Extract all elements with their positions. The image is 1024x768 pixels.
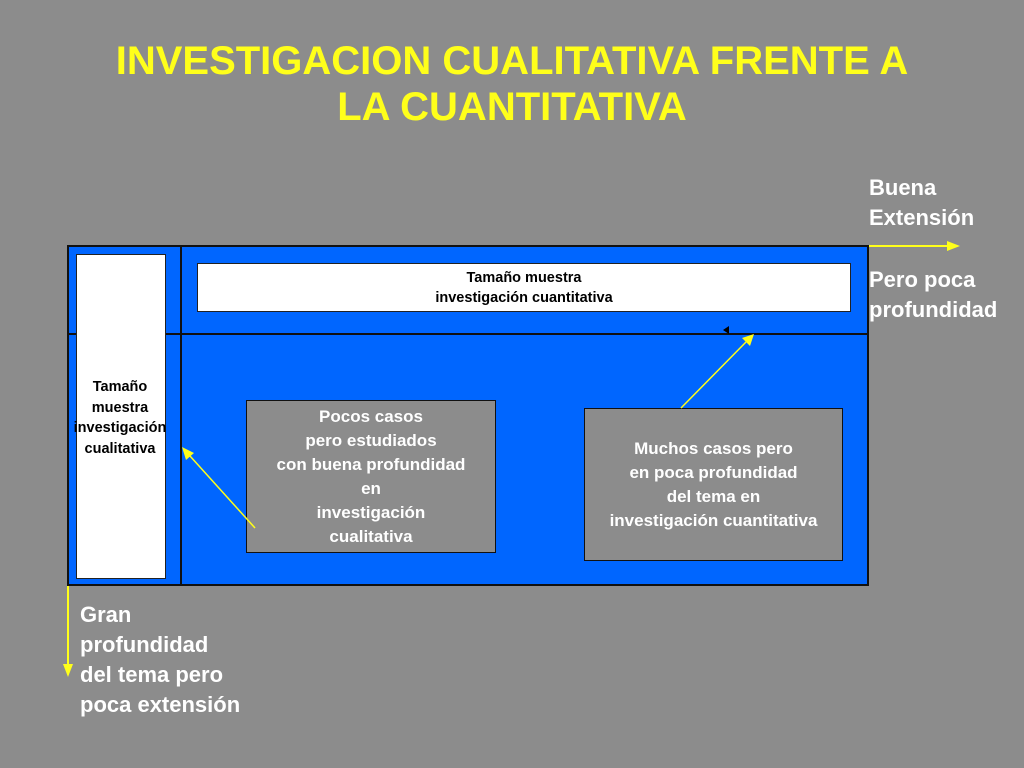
depth-arrowhead bbox=[63, 664, 73, 677]
qualitative-cases-line-6: cualitativa bbox=[329, 526, 413, 546]
quantitative-sample-line-1: Tamaño muestra bbox=[466, 270, 582, 286]
qualitative-cases-line-5: investigación bbox=[316, 502, 426, 522]
quantitative-sample-bar bbox=[197, 263, 851, 312]
title-line-2: LA CUANTITATIVA bbox=[337, 85, 687, 129]
quantitative-cases-box bbox=[584, 408, 843, 561]
depth-extension-label-line-2: profundidad bbox=[80, 632, 209, 657]
title-line-1: INVESTIGACION CUALITATIVA FRENTE A bbox=[115, 39, 909, 83]
qualitative-sample-label-line-2: muestra bbox=[91, 399, 149, 416]
qualitative-cases-line-1: Pocos casos bbox=[319, 406, 423, 426]
quantitative-sample-line-2: investigación cuantitativa bbox=[435, 290, 613, 306]
quantitative-cases-line-2: en poca profundidad bbox=[629, 462, 798, 482]
depth-label-line-2: profundidad bbox=[869, 297, 998, 322]
extension-label bbox=[869, 173, 974, 233]
extension-arrowhead bbox=[947, 241, 960, 251]
quantitative-cases-line-1: Muchos casos pero bbox=[634, 438, 793, 458]
depth-extension-label bbox=[80, 600, 240, 720]
depth-extension-label-line-3: del tema pero bbox=[80, 662, 224, 687]
extension-label-line-2: Extensión bbox=[869, 205, 975, 230]
qualitative-cases-line-3: con buena profundidad bbox=[276, 454, 466, 474]
qualitative-sample-label-line-3: investigación bbox=[73, 420, 167, 436]
diagram-vertical-divider bbox=[180, 245, 182, 586]
qualitative-cases-box bbox=[246, 400, 496, 553]
qualitative-sample-label-line-4: cualitativa bbox=[84, 440, 156, 457]
qualitative-sample-label-line-1: Tamaño bbox=[92, 379, 148, 395]
depth-extension-label-line-1: Gran bbox=[80, 602, 132, 627]
quantitative-cases-line-3: del tema en bbox=[666, 486, 761, 506]
slide-title bbox=[40, 38, 984, 130]
qualitative-cases-line-2: pero estudiados bbox=[305, 430, 437, 450]
depth-extension-label-line-4: poca extensión bbox=[80, 692, 241, 717]
diagram-horizontal-divider bbox=[67, 333, 869, 335]
qualitative-sample-label bbox=[60, 377, 180, 459]
depth-label-line-1: Pero poca bbox=[869, 267, 976, 292]
extension-label-line-1: Buena bbox=[869, 175, 937, 200]
depth-label bbox=[869, 265, 997, 325]
quantitative-cases-line-4: investigación cuantitativa bbox=[609, 510, 818, 530]
qualitative-cases-line-4: en bbox=[361, 478, 381, 498]
